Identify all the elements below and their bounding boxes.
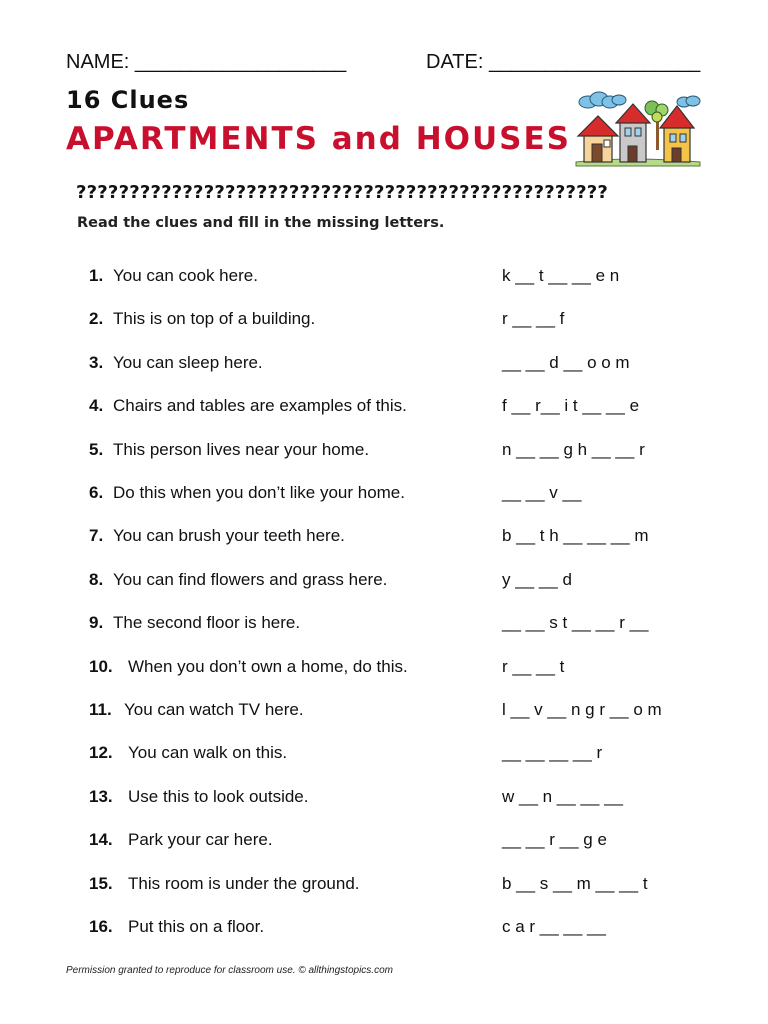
clue-row <box>0 700 768 730</box>
clue-answer-blanks[interactable]: __ __ s t __ __ r __ <box>502 613 649 633</box>
clue-row <box>0 309 768 339</box>
clue-text: You can sleep here. <box>113 352 263 372</box>
clue-number: 4. <box>89 396 104 416</box>
instructions: Read the clues and fill in the missing letters. <box>77 215 445 231</box>
clue-row <box>0 874 768 904</box>
clue-text: You can cook here. <box>113 266 258 285</box>
clue-text: This is on top of a building. <box>113 309 316 329</box>
clue-number: 6. <box>89 483 104 502</box>
clue-answer-blanks[interactable]: r __ __ f <box>502 309 565 329</box>
clue-number: 8. <box>89 569 104 589</box>
clue-row <box>0 396 768 426</box>
clue-number: 1. <box>89 266 104 285</box>
clue-answer-blanks[interactable]: y __ __ d <box>502 569 572 589</box>
clue-row <box>0 570 768 600</box>
clue-text: This person lives near your home. <box>113 439 370 459</box>
clue-answer-blanks[interactable]: w __ n __ __ __ <box>502 786 623 806</box>
clue-answer-blanks[interactable]: l __ v __ n g r __ o m <box>502 700 662 719</box>
houses-illustration <box>572 90 704 168</box>
house-icon <box>578 116 618 162</box>
clue-row <box>0 657 768 687</box>
clue-answer-blanks[interactable]: r __ __ t <box>502 656 565 676</box>
clue-answer-blanks[interactable]: b __ s __ m __ __ t <box>502 873 648 893</box>
clue-number: 11. <box>89 700 112 719</box>
cloud-icon <box>677 96 700 107</box>
clue-number: 14. <box>89 830 113 850</box>
clue-answer-blanks[interactable]: f __ r__ i t __ __ e <box>502 396 640 416</box>
clue-answer-blanks[interactable]: __ __ d __ o o m <box>502 352 630 372</box>
clue-number: 10. <box>89 656 113 676</box>
clue-answer-blanks[interactable]: __ __ r __ g e <box>502 830 607 850</box>
clue-number: 5. <box>89 439 104 459</box>
clue-text: You can find flowers and grass here. <box>113 569 388 589</box>
clue-row <box>0 787 768 817</box>
clue-row <box>0 526 768 556</box>
clue-text: Use this to look outside. <box>128 786 309 806</box>
page-title: APARTMENTS and HOUSES <box>66 121 571 157</box>
name-field-label: NAME: ___________________ <box>66 51 347 73</box>
clue-text: Put this on a floor. <box>128 917 265 936</box>
cloud-icon <box>579 92 626 108</box>
house-icon <box>616 104 650 162</box>
clue-row <box>0 483 768 513</box>
clue-number: 12. <box>89 743 113 763</box>
clue-text: Park your car here. <box>128 830 273 850</box>
clue-text: When you don’t own a home, do this. <box>128 656 408 676</box>
clue-number: 15. <box>89 873 113 893</box>
clue-text: Chairs and tables are examples of this. <box>113 396 407 416</box>
clue-row <box>0 917 768 947</box>
clue-text: This room is under the ground. <box>128 873 360 893</box>
clue-row <box>0 266 768 296</box>
clue-text: You can brush your teeth here. <box>113 526 345 546</box>
clue-answer-blanks[interactable]: n __ __ g h __ __ r <box>502 439 645 459</box>
clue-text: You can watch TV here. <box>124 700 304 719</box>
clue-number: 2. <box>89 309 104 329</box>
date-field-label: DATE: ___________________ <box>426 51 701 73</box>
clue-answer-blanks[interactable]: k __ t __ __ e n <box>502 266 620 285</box>
clue-number: 9. <box>89 613 104 633</box>
clue-row <box>0 353 768 383</box>
clue-number: 13. <box>89 786 113 806</box>
clue-number: 16. <box>89 917 113 936</box>
clue-count-heading: 16 Clues <box>66 86 190 114</box>
clue-answer-blanks[interactable]: __ __ v __ <box>502 483 582 502</box>
clue-row <box>0 440 768 470</box>
question-marks-line: ?????????????????????????????????????????????????? <box>76 182 609 203</box>
clue-number: 7. <box>89 526 104 546</box>
clue-answer-blanks[interactable]: __ __ __ __ r <box>502 743 603 763</box>
copyright-footer: Permission granted to reproduce for classroom use. © allthingstopics.com <box>66 965 393 976</box>
clue-answer-blanks[interactable]: b __ t h __ __ __ m <box>502 526 649 546</box>
clue-row <box>0 743 768 773</box>
clue-text: The second floor is here. <box>113 613 301 633</box>
clue-answer-blanks[interactable]: c a r __ __ __ <box>502 917 606 936</box>
clue-text: Do this when you don’t like your home. <box>113 483 405 502</box>
clue-row <box>0 613 768 643</box>
clue-number: 3. <box>89 352 104 372</box>
clue-row <box>0 830 768 860</box>
clue-text: You can walk on this. <box>128 743 288 763</box>
